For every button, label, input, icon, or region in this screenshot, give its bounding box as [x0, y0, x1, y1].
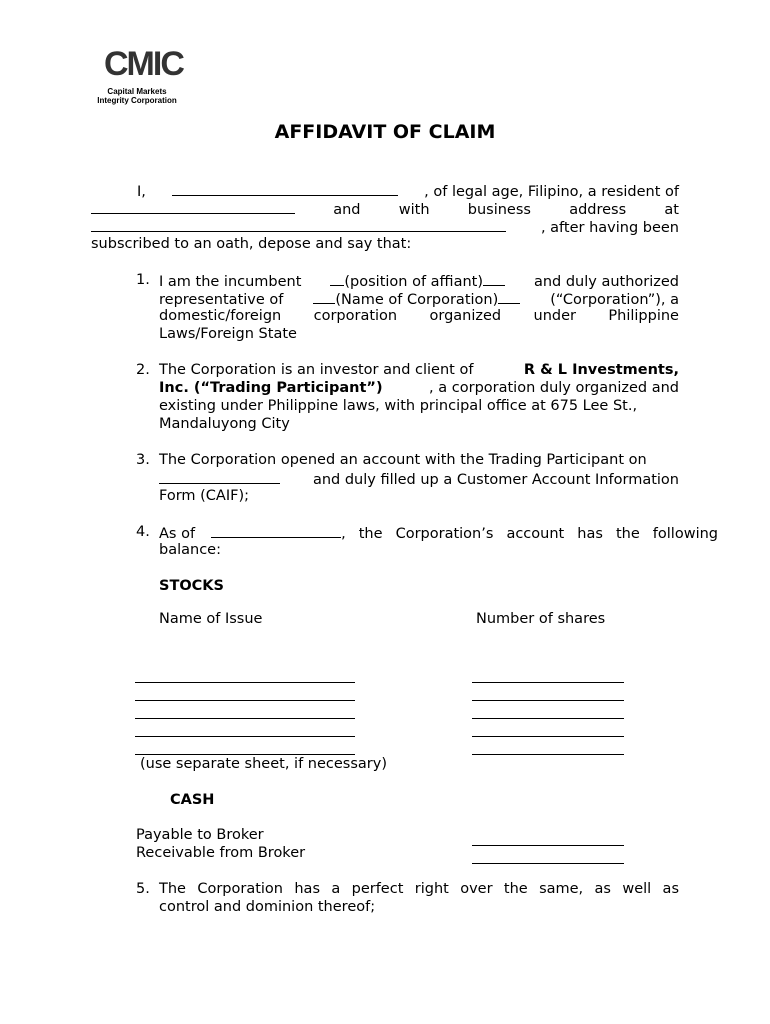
account-open-date-blank[interactable] [159, 470, 280, 484]
issue-name-line[interactable] [135, 718, 355, 719]
position-placeholder[interactable]: (position of affiant) [344, 274, 483, 290]
broker-name: R & L Investments, [523, 362, 679, 378]
stocks-heading: STOCKS [159, 578, 224, 594]
logo-subtitle-line2: Integrity Corporation [97, 96, 177, 105]
issue-name-line[interactable] [135, 736, 355, 737]
intro-word: address [569, 202, 627, 218]
item-1-line-4: Laws/Foreign State [159, 326, 297, 342]
item-text: , the Corporation’s account has the following [341, 526, 718, 542]
shares-line[interactable] [472, 700, 624, 701]
trading-participant-name: Inc. (“Trading Participant”) [159, 380, 383, 396]
affiant-name-blank[interactable] [172, 182, 398, 196]
item-text: (“Corporation”), a [550, 292, 679, 308]
issue-name-line[interactable] [135, 754, 355, 755]
item-number: 4. [136, 524, 150, 540]
issue-name-line[interactable] [135, 700, 355, 701]
logo-subtitle-line1: Capital Markets [107, 87, 167, 96]
item-word: domestic/foreign [159, 308, 282, 324]
intro-line-4: subscribed to an oath, depose and say that: [91, 236, 412, 252]
item-word: organized [429, 308, 502, 324]
receivable-amount-line[interactable] [472, 863, 624, 864]
item-3-line-3: Form (CAIF); [159, 488, 249, 504]
item-2-line-1 [159, 362, 679, 378]
item-text: , a corporation duly organized and [429, 380, 679, 396]
name-of-issue-header: Name of Issue [159, 611, 263, 627]
receivable-from-broker-label: Receivable from Broker [136, 845, 306, 861]
position-blank-trail [483, 272, 505, 286]
corp-name-blank-trail [498, 290, 520, 304]
separate-sheet-note: (use separate sheet, if necessary) [140, 756, 387, 772]
item-4-line-2: balance: [159, 542, 221, 558]
item-word: corporation [313, 308, 398, 324]
item-number: 1. [136, 272, 150, 288]
cmic-logo: CMIC [104, 45, 183, 83]
number-of-shares-header: Number of shares [476, 611, 606, 627]
intro-word: with [398, 202, 430, 218]
item-1-line-1 [159, 272, 679, 290]
payable-amount-line[interactable] [472, 845, 624, 846]
shares-line[interactable] [472, 718, 624, 719]
intro-word: business [467, 202, 531, 218]
item-text: and duly filled up a Customer Account Information [312, 472, 679, 488]
shares-line[interactable] [472, 682, 624, 683]
item-5-line-2: control and dominion thereof; [159, 899, 376, 915]
intro-line-2 [91, 200, 679, 218]
shares-line[interactable] [472, 736, 624, 737]
residence-blank[interactable] [91, 200, 295, 214]
item-text: and duly authorized [533, 274, 679, 290]
item-1-line-3 [159, 308, 679, 324]
intro-line-1 [137, 182, 679, 200]
payable-to-broker-label: Payable to Broker [136, 827, 264, 843]
issue-name-line[interactable] [135, 682, 355, 683]
cash-heading: CASH [170, 792, 215, 808]
item-text: I am the incumbent [159, 274, 302, 290]
item-text: The Corporation is an investor and client of [159, 362, 474, 378]
item-5-line-1: The Corporation has a perfect right over the same, as well as [159, 881, 679, 897]
item-2-line-3: existing under Philippine laws, with principal office at 675 Lee St., [159, 398, 638, 414]
item-number: 2. [136, 362, 150, 378]
intro-text: , after having been [540, 220, 679, 236]
intro-line-3 [91, 218, 679, 236]
item-3-line-2 [159, 470, 679, 488]
item-word: under [533, 308, 576, 324]
corp-name-blank-lead [313, 290, 335, 304]
intro-word: at [664, 202, 679, 218]
item-text: As of [159, 526, 196, 542]
item-3-line-1: The Corporation opened an account with the Trading Participant on [159, 452, 647, 468]
as-of-date-blank[interactable] [211, 524, 341, 538]
intro-text: I, [137, 184, 146, 200]
item-2-line-4: Mandaluyong City [159, 416, 290, 432]
item-4-line-1 [159, 524, 718, 542]
item-1-line-2 [159, 290, 679, 308]
shares-line[interactable] [472, 754, 624, 755]
item-number: 3. [136, 452, 150, 468]
item-word: Philippine [608, 308, 679, 324]
business-address-blank[interactable] [91, 218, 506, 232]
intro-text: , of legal age, Filipino, a resident of [424, 184, 679, 200]
item-text: representative of [159, 292, 284, 308]
item-2-line-2 [159, 380, 679, 396]
intro-word: and [333, 202, 361, 218]
position-blank-lead [330, 272, 344, 286]
corp-name-placeholder[interactable]: (Name of Corporation) [335, 292, 499, 308]
item-number: 5. [136, 881, 150, 897]
document-title: AFFIDAVIT OF CLAIM [274, 121, 496, 143]
